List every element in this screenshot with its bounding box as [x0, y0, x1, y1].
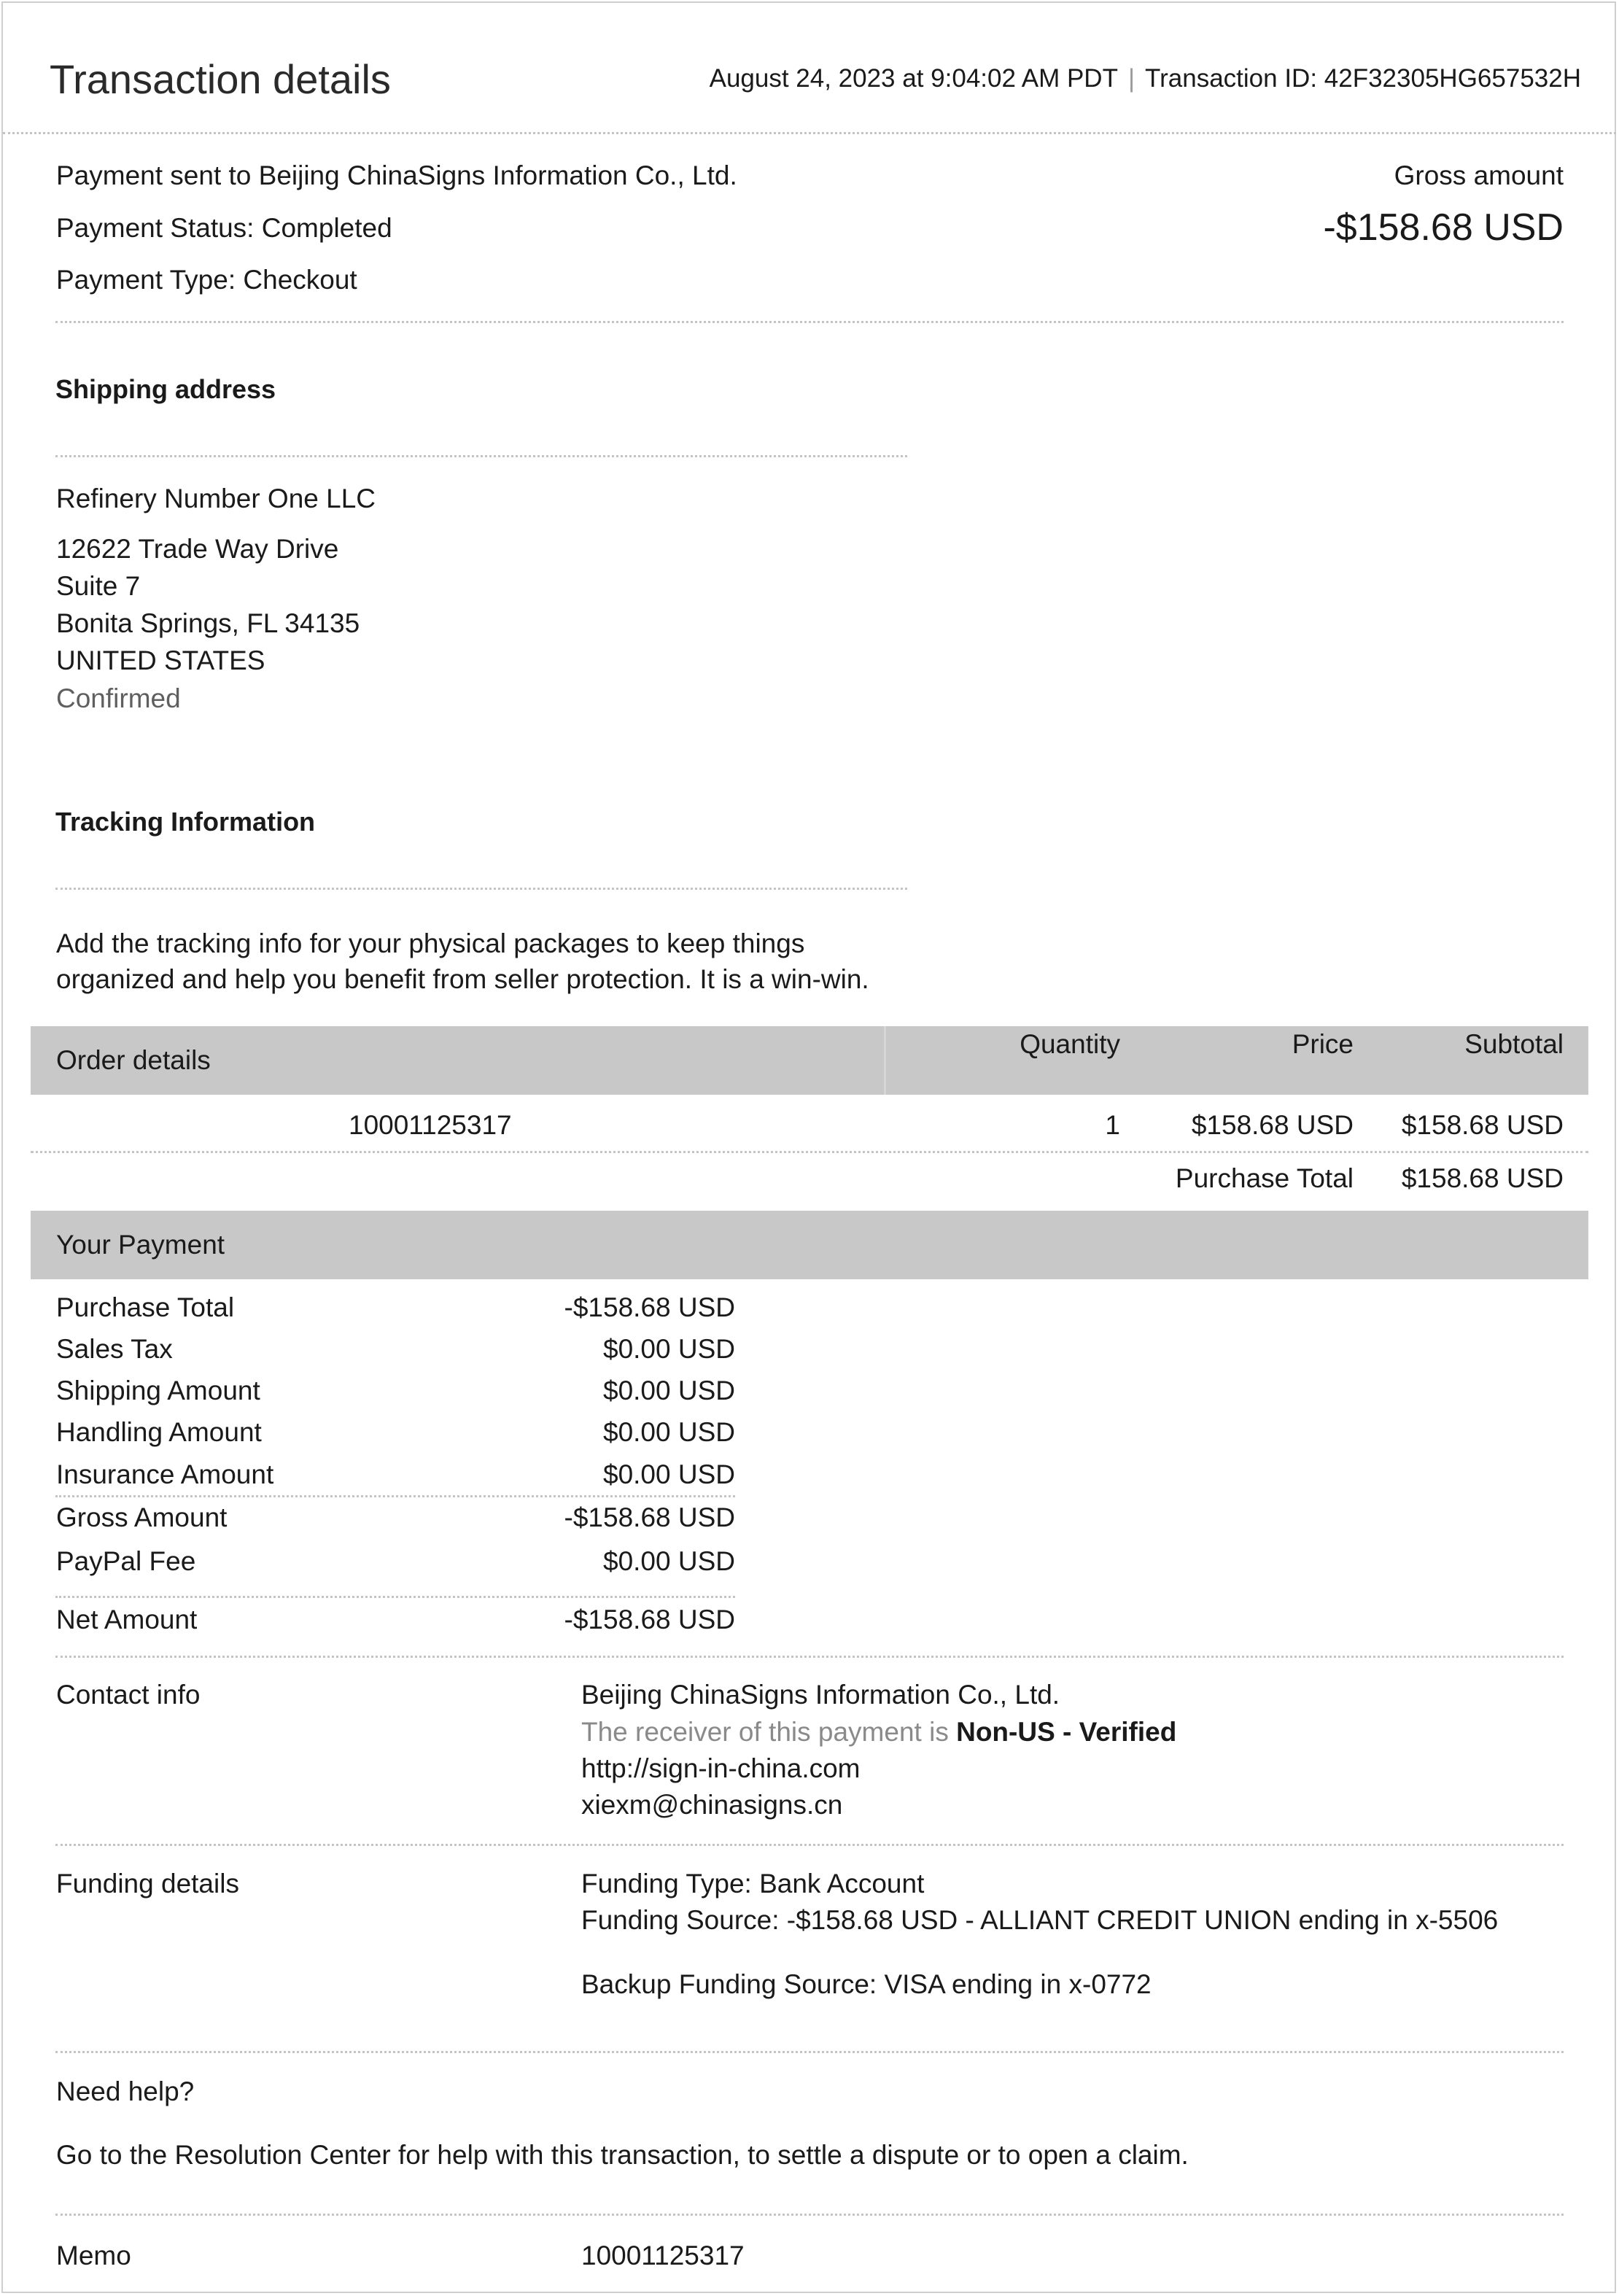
meta-separator: | — [1127, 64, 1135, 93]
order-item-subtotal: $158.68 USD — [1401, 1110, 1564, 1140]
payment-row-value: $0.00 USD — [603, 1546, 735, 1576]
help-suffix: for help with this transaction, to settle a dispute or to open a claim. — [397, 2140, 1189, 2170]
your-payment-heading: Your Payment — [56, 1230, 225, 1260]
col-subtotal: Subtotal — [1464, 1029, 1564, 1059]
shipping-heading: Shipping address — [55, 374, 276, 404]
payment-row-value: $0.00 USD — [603, 1334, 735, 1364]
payment-row-label: Handling Amount — [56, 1417, 262, 1447]
shipping-divider — [55, 455, 907, 457]
payment-row-value: $0.00 USD — [603, 1459, 735, 1489]
payment-row-value: $0.00 USD — [603, 1376, 735, 1405]
tracking-text-line1: Add the tracking info for your physical packages to keep things — [56, 928, 805, 958]
payment-divider-1 — [55, 1495, 735, 1497]
contact-divider — [55, 1844, 1564, 1846]
funding-backup: Backup Funding Source: VISA ending in x-0772 — [581, 1969, 1152, 1999]
order-item-quantity: 1 — [1105, 1110, 1120, 1140]
receiver-status: Non-US - Verified — [956, 1717, 1177, 1747]
payment-row-value: -$158.68 USD — [564, 1292, 735, 1322]
tracking-divider — [55, 888, 907, 890]
payment-row-label: Net Amount — [56, 1605, 198, 1634]
payment-section-divider — [55, 1656, 1564, 1658]
order-details-heading: Order details — [56, 1045, 211, 1075]
contact-receiver — [581, 1717, 1176, 1748]
tracking-text-line2: organized and help you benefit from seller protection. It is a win-win. — [56, 964, 869, 994]
payment-row-label: Sales Tax — [56, 1334, 173, 1364]
col-quantity: Quantity — [1020, 1029, 1120, 1059]
shipping-status: Confirmed — [56, 683, 181, 713]
payment-row-label: Shipping Amount — [56, 1376, 260, 1405]
payment-row-label: Insurance Amount — [56, 1459, 274, 1489]
contact-name: Beijing ChinaSigns Information Co., Ltd. — [581, 1680, 1060, 1710]
gross-amount-label: Gross amount — [1394, 160, 1564, 190]
transaction-id: Transaction ID: 42F32305HG657532H — [1145, 64, 1581, 93]
order-item-id: 10001125317 — [349, 1110, 512, 1140]
shipping-line2: Suite 7 — [56, 571, 141, 601]
payment-row-label: PayPal Fee — [56, 1546, 196, 1576]
tracking-heading: Tracking Information — [55, 807, 316, 837]
memo-label: Memo — [56, 2241, 131, 2270]
transaction-date: August 24, 2023 at 9:04:02 AM PDT — [709, 64, 1118, 93]
order-item-price: $158.68 USD — [1191, 1110, 1354, 1140]
payment-status: Payment Status: Completed — [56, 213, 392, 243]
page-title: Transaction details — [50, 56, 391, 102]
col-price: Price — [1292, 1029, 1354, 1059]
help-divider — [55, 2214, 1564, 2216]
your-payment-header-bar — [31, 1211, 1588, 1279]
funding-type: Funding Type: Bank Account — [581, 1869, 925, 1899]
payment-sent-to: Payment sent to Beijing ChinaSigns Information Co., Ltd. — [56, 160, 737, 190]
payment-row-label: Purchase Total — [56, 1292, 235, 1322]
help-prefix: Go to the — [56, 2140, 168, 2170]
payment-row-value: -$158.68 USD — [564, 1502, 735, 1532]
transaction-meta — [710, 64, 1581, 93]
funding-source: Funding Source: -$158.68 USD - ALLIANT CREDIT UNION ending in x-5506 — [581, 1905, 1499, 1935]
shipping-country: UNITED STATES — [56, 645, 265, 675]
shipping-name: Refinery Number One LLC — [56, 484, 376, 513]
funding-label: Funding details — [56, 1869, 239, 1899]
memo-value: 10001125317 — [581, 2241, 745, 2270]
help-heading: Need help? — [56, 2076, 195, 2106]
summary-divider — [55, 321, 1564, 323]
payment-row-value: -$158.68 USD — [564, 1605, 735, 1634]
shipping-line1: 12622 Trade Way Drive — [56, 534, 339, 564]
contact-label: Contact info — [56, 1680, 201, 1710]
contact-email[interactable]: xiexm@chinasigns.cn — [581, 1790, 843, 1820]
order-details-header-bar — [31, 1026, 1588, 1095]
payment-type: Payment Type: Checkout — [56, 265, 357, 295]
order-purchase-total-label: Purchase Total — [1175, 1163, 1354, 1193]
header-divider — [3, 132, 1616, 134]
payment-divider-2 — [55, 1596, 735, 1598]
order-purchase-total-value: $158.68 USD — [1401, 1163, 1564, 1193]
contact-website[interactable]: http://sign-in-china.com — [581, 1753, 861, 1783]
resolution-center-link[interactable]: Resolution Center — [174, 2140, 391, 2170]
receiver-prefix: The receiver of this payment is — [581, 1717, 949, 1747]
page-frame — [1, 1, 1616, 2293]
gross-amount-value: -$158.68 USD — [1323, 206, 1564, 249]
funding-divider — [55, 2051, 1564, 2053]
help-text — [56, 2140, 1189, 2171]
order-header-split — [884, 1026, 886, 1095]
payment-row-value: $0.00 USD — [603, 1417, 735, 1447]
payment-row-label: Gross Amount — [56, 1502, 228, 1532]
shipping-line3: Bonita Springs, FL 34135 — [56, 608, 360, 638]
order-item-divider — [31, 1151, 1588, 1153]
